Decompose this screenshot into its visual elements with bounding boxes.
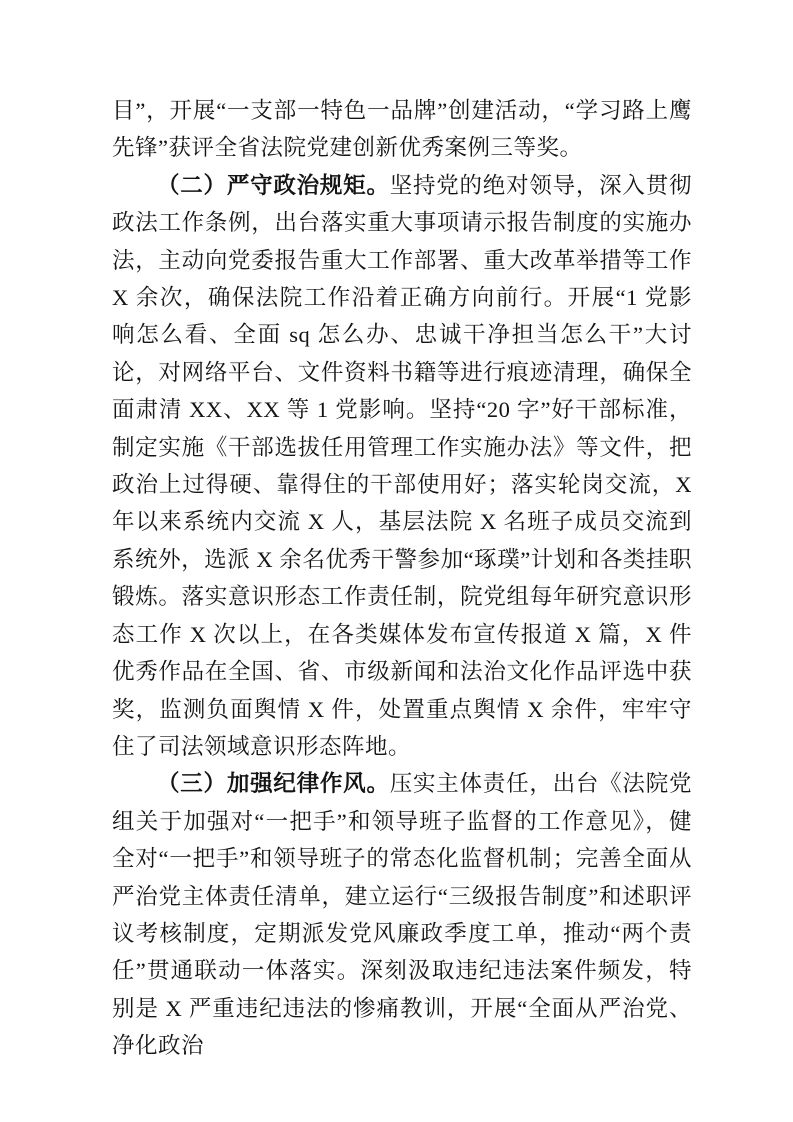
paragraph-text: 坚持党的绝对领导，深入贯彻政法工作条例，出台落实重大事项请示报告制度的实施办法，主动向党委报告重大工作部署、重大改革举措等工作 X 余次，确保法院工作沿着正确方向前行。开展“1 党影响怎么看、全面 sq 怎么办、忠诚干净担当怎么干”大讨论，对网络平台、文件资料书籍等进行痕迹清理，确保全面肃清 XX、XX 等 1 党影响。坚持“20 字”好干部标准，制定实施《干部选拔任用管理工作实施办法》等文件，把政治上过得硬、靠得住的干部使用好；落实轮岗交流，X 年以来系统内交流 X 人，基层法院 X 名班子成员交流到系统外，选派 X 余名优秀干警参加“琢璞”计划和各类挂职锻炼。落实意识形态工作责任制，院党组每年研究意识形态工作 X 次以上，在各类媒体发布宣传报道 X 篇，X 件优秀作品在全国、省、市级新闻和法治文化作品评选中获奖，监测负面舆情 X 件，处置重点舆情 X 余件，牢牢守住了司法领域意识形态阵地。 <box>112 172 692 759</box>
paragraph-text: 目”，开展“一支部一特色一品牌”创建活动，“学习路上鹰先锋”获评全省法院党建创新优秀案例三等奖。 <box>112 98 692 161</box>
paragraph-text: 压实主体责任，出台《法院党组关于加强对“一把手”和领导班子监督的工作意见》，健全对“一把手”和领导班子的常态化监督机制；完善全面从严治党主体责任清单，建立运行“三级报告制度”和述职评议考核制度，定期派发党风廉政季度工单，推动“两个责任”贯通联动一体落实。深刻汲取违纪违法案件频发，特别是 X 严重违纪违法的惨痛教训，开展“全面从严治党、净化政治 <box>112 771 692 1059</box>
paragraph-section-2 <box>112 167 692 766</box>
paragraph-continuation <box>112 92 692 167</box>
section-heading: （三）加强纪律作风。 <box>157 771 390 797</box>
document-text-block <box>112 92 692 1065</box>
section-heading: （二）严守政治规矩。 <box>157 172 390 198</box>
paragraph-section-3 <box>112 765 692 1064</box>
